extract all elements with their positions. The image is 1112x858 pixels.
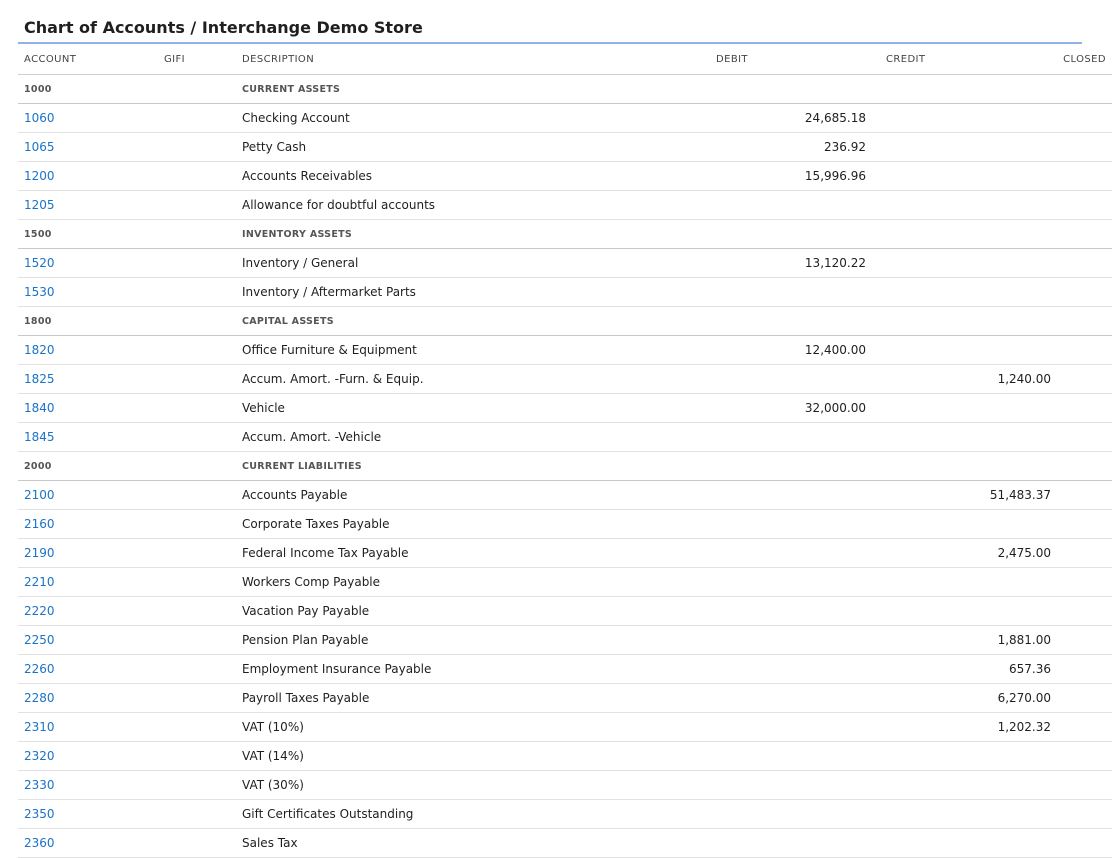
closed-cell [1051,162,1112,191]
column-header-debit[interactable]: DEBIT [710,44,880,75]
closed-cell [1051,104,1112,133]
account-number-link[interactable]: 2320 [24,749,55,763]
account-row [18,394,1112,423]
debit-amount: 24,685.18 [710,104,880,133]
gifi-cell [163,539,241,568]
gifi-cell [163,597,241,626]
gifi-cell [163,771,241,800]
credit-cell [880,220,1051,249]
account-description: VAT (10%) [241,713,710,742]
closed-cell [1051,191,1112,220]
gifi-cell [163,684,241,713]
credit-cell [880,75,1051,104]
account-heading-row [18,220,1112,249]
debit-amount [710,626,880,655]
debit-cell [710,307,880,336]
gifi-cell [163,713,241,742]
credit-amount: 51,483.37 [880,481,1051,510]
closed-cell [1051,423,1112,452]
gifi-cell [163,829,241,858]
account-number-cell [18,191,163,220]
account-description: Federal Income Tax Payable [241,539,710,568]
account-description: Petty Cash [241,133,710,162]
column-header-description[interactable]: DESCRIPTION [241,44,710,75]
account-number-link[interactable]: 1065 [24,140,55,154]
credit-amount [880,597,1051,626]
account-description: VAT (14%) [241,742,710,771]
account-row [18,191,1112,220]
account-row [18,336,1112,365]
gifi-cell [163,133,241,162]
account-row [18,713,1112,742]
closed-cell [1051,568,1112,597]
account-number-cell [18,394,163,423]
gifi-cell [163,452,241,481]
heading-description: CURRENT LIABILITIES [241,452,710,481]
account-number-link[interactable]: 2330 [24,778,55,792]
closed-cell [1051,539,1112,568]
account-row [18,539,1112,568]
credit-amount [880,423,1051,452]
account-description: Inventory / Aftermarket Parts [241,278,710,307]
account-number-link[interactable]: 2190 [24,546,55,560]
debit-amount [710,539,880,568]
account-description: Workers Comp Payable [241,568,710,597]
account-description: Office Furniture & Equipment [241,336,710,365]
heading-description: INVENTORY ASSETS [241,220,710,249]
gifi-cell [163,336,241,365]
debit-amount [710,597,880,626]
debit-amount [710,684,880,713]
account-number-cell [18,510,163,539]
heading-account-number: 2000 [18,452,163,481]
account-description: VAT (30%) [241,771,710,800]
account-row [18,626,1112,655]
debit-cell [710,452,880,481]
account-description: Accum. Amort. -Vehicle [241,423,710,452]
credit-amount [880,249,1051,278]
account-row [18,133,1112,162]
account-number-link[interactable]: 2260 [24,662,55,676]
account-description: Corporate Taxes Payable [241,510,710,539]
account-description: Pension Plan Payable [241,626,710,655]
gifi-cell [163,220,241,249]
account-number-link[interactable]: 2360 [24,836,55,850]
account-description: Vacation Pay Payable [241,597,710,626]
account-number-cell [18,800,163,829]
debit-amount: 12,400.00 [710,336,880,365]
account-number-link[interactable]: 1845 [24,430,55,444]
account-description: Inventory / General [241,249,710,278]
account-number-cell [18,481,163,510]
account-number-cell [18,829,163,858]
account-row [18,655,1112,684]
account-row [18,162,1112,191]
column-header-closed[interactable]: CLOSED [1051,44,1112,75]
closed-cell [1051,829,1112,858]
credit-amount: 6,270.00 [880,684,1051,713]
closed-cell [1051,278,1112,307]
closed-cell [1051,597,1112,626]
gifi-cell [163,510,241,539]
account-row [18,800,1112,829]
credit-amount [880,771,1051,800]
account-description: Accounts Receivables [241,162,710,191]
gifi-cell [163,365,241,394]
credit-amount [880,162,1051,191]
gifi-cell [163,278,241,307]
account-description: Employment Insurance Payable [241,655,710,684]
account-number-cell [18,104,163,133]
debit-amount [710,742,880,771]
account-number-link[interactable]: 1825 [24,372,55,386]
closed-cell [1051,394,1112,423]
credit-amount [880,104,1051,133]
account-number-cell [18,597,163,626]
column-header-gifi[interactable]: GIFI [163,44,241,75]
heading-account-number: 1500 [18,220,163,249]
account-description: Payroll Taxes Payable [241,684,710,713]
closed-cell [1051,684,1112,713]
account-number-link[interactable]: 1530 [24,285,55,299]
gifi-cell [163,249,241,278]
account-row [18,365,1112,394]
column-header-account[interactable]: ACCOUNT [18,44,163,75]
closed-cell [1051,626,1112,655]
credit-amount [880,336,1051,365]
debit-amount [710,191,880,220]
account-number-link[interactable]: 2350 [24,807,55,821]
account-row [18,771,1112,800]
heading-account-number: 1000 [18,75,163,104]
gifi-cell [163,191,241,220]
debit-cell [710,75,880,104]
credit-amount: 1,202.32 [880,713,1051,742]
gifi-cell [163,626,241,655]
closed-cell [1051,133,1112,162]
account-number-cell [18,771,163,800]
closed-cell [1051,336,1112,365]
closed-cell [1051,771,1112,800]
gifi-cell [163,742,241,771]
credit-amount [880,829,1051,858]
account-description: Sales Tax [241,829,710,858]
debit-amount [710,713,880,742]
account-number-link[interactable]: 1840 [24,401,55,415]
account-row [18,597,1112,626]
account-number-link[interactable]: 1820 [24,343,55,357]
account-number-cell [18,568,163,597]
account-number-cell [18,742,163,771]
debit-amount [710,481,880,510]
gifi-cell [163,800,241,829]
account-number-link[interactable]: 2310 [24,720,55,734]
account-row [18,481,1112,510]
credit-amount [880,394,1051,423]
account-number-cell [18,162,163,191]
debit-amount [710,510,880,539]
account-number-cell [18,423,163,452]
heading-description: CAPITAL ASSETS [241,307,710,336]
account-row [18,684,1112,713]
account-number-cell [18,249,163,278]
account-row [18,568,1112,597]
credit-amount [880,278,1051,307]
account-number-cell [18,133,163,162]
closed-cell [1051,481,1112,510]
account-number-cell [18,684,163,713]
debit-amount [710,365,880,394]
credit-amount: 1,881.00 [880,626,1051,655]
chart-of-accounts-panel [18,0,1106,858]
debit-cell [710,220,880,249]
debit-amount [710,771,880,800]
account-row [18,104,1112,133]
gifi-cell [163,423,241,452]
closed-cell [1051,452,1112,481]
account-number-link[interactable]: 2250 [24,633,55,647]
closed-cell [1051,249,1112,278]
gifi-cell [163,104,241,133]
account-description: Checking Account [241,104,710,133]
gifi-cell [163,75,241,104]
gifi-cell [163,481,241,510]
account-number-cell [18,336,163,365]
debit-amount [710,655,880,684]
account-description: Vehicle [241,394,710,423]
account-row [18,510,1112,539]
account-description: Accum. Amort. -Furn. & Equip. [241,365,710,394]
heading-account-number: 1800 [18,307,163,336]
account-number-cell [18,626,163,655]
account-number-cell [18,278,163,307]
account-number-link[interactable]: 1520 [24,256,55,270]
account-heading-row [18,452,1112,481]
credit-amount [880,568,1051,597]
closed-cell [1051,655,1112,684]
accounts-table [18,44,1112,858]
credit-amount [880,510,1051,539]
account-number-link[interactable]: 2100 [24,488,55,502]
closed-cell [1051,307,1112,336]
account-row [18,278,1112,307]
account-number-link[interactable]: 2280 [24,691,55,705]
account-number-link[interactable]: 1205 [24,198,55,212]
account-number-cell [18,365,163,394]
account-number-link[interactable]: 1060 [24,111,55,125]
closed-cell [1051,365,1112,394]
table-header-row [18,44,1112,75]
credit-cell [880,452,1051,481]
credit-cell [880,307,1051,336]
account-heading-row [18,75,1112,104]
accounts-table-body [18,75,1112,858]
account-number-cell [18,539,163,568]
account-number-cell [18,655,163,684]
debit-amount: 32,000.00 [710,394,880,423]
debit-amount [710,423,880,452]
account-row [18,829,1112,858]
account-number-link[interactable]: 2220 [24,604,55,618]
closed-cell [1051,510,1112,539]
column-header-credit[interactable]: CREDIT [880,44,1051,75]
debit-amount [710,278,880,307]
account-heading-row [18,307,1112,336]
account-description: Allowance for doubtful accounts [241,191,710,220]
credit-amount [880,133,1051,162]
gifi-cell [163,162,241,191]
account-row [18,423,1112,452]
gifi-cell [163,307,241,336]
closed-cell [1051,800,1112,829]
closed-cell [1051,713,1112,742]
gifi-cell [163,655,241,684]
page-title: Chart of Accounts / Interchange Demo Store [18,0,1082,44]
credit-amount [880,800,1051,829]
credit-amount: 657.36 [880,655,1051,684]
closed-cell [1051,75,1112,104]
account-number-link[interactable]: 2160 [24,517,55,531]
gifi-cell [163,394,241,423]
heading-description: CURRENT ASSETS [241,75,710,104]
debit-amount: 13,120.22 [710,249,880,278]
debit-amount [710,800,880,829]
account-row [18,249,1112,278]
account-number-link[interactable]: 2210 [24,575,55,589]
closed-cell [1051,220,1112,249]
debit-amount [710,829,880,858]
account-row [18,742,1112,771]
account-description: Accounts Payable [241,481,710,510]
debit-amount: 236.92 [710,133,880,162]
closed-cell [1051,742,1112,771]
debit-amount [710,568,880,597]
credit-amount [880,191,1051,220]
debit-amount: 15,996.96 [710,162,880,191]
account-number-cell [18,713,163,742]
account-description: Gift Certificates Outstanding [241,800,710,829]
credit-amount: 1,240.00 [880,365,1051,394]
credit-amount: 2,475.00 [880,539,1051,568]
credit-amount [880,742,1051,771]
gifi-cell [163,568,241,597]
account-number-link[interactable]: 1200 [24,169,55,183]
